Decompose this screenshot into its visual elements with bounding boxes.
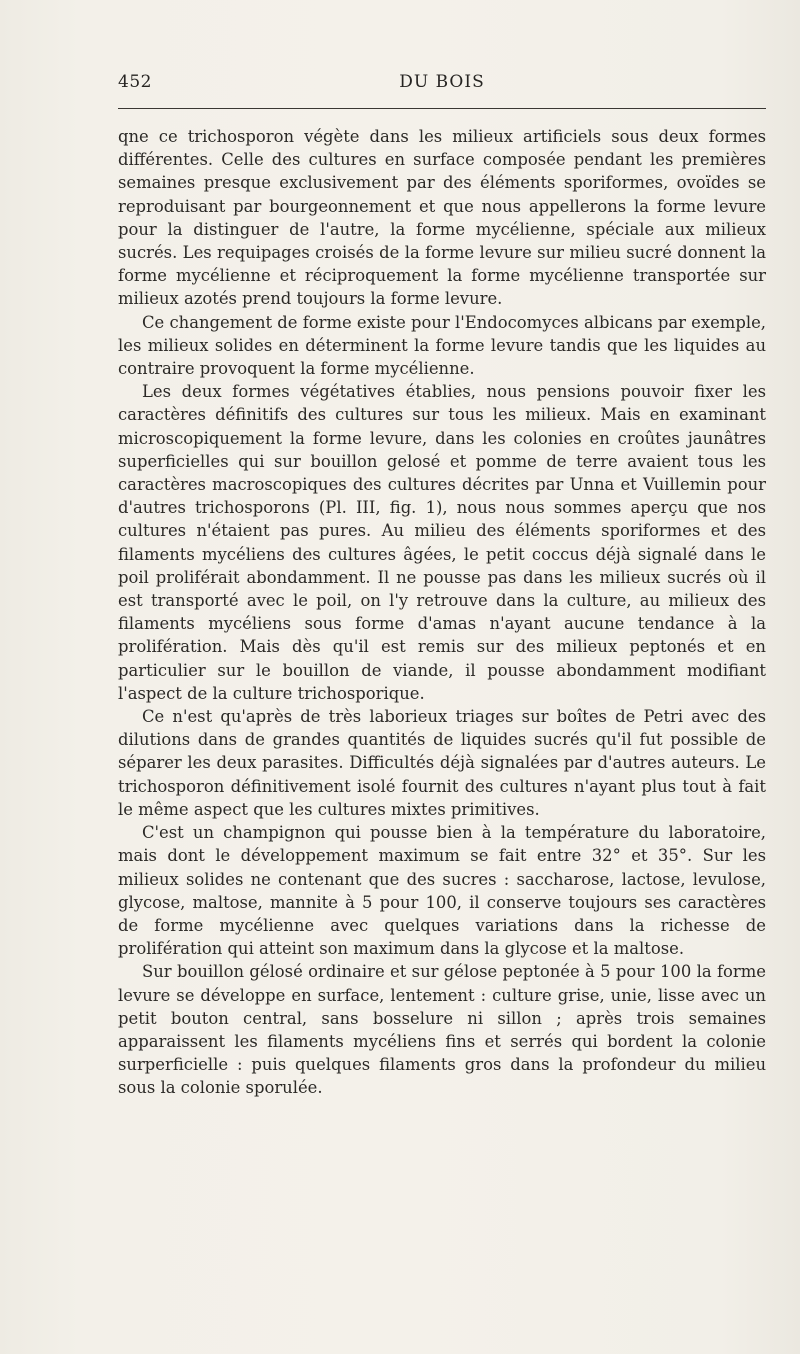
body-text — [118, 125, 766, 1100]
header-rule — [118, 108, 766, 109]
paragraph-2: Ce changement de forme existe pour l'Endocomyces albicans par exemple, les milieux solides en déterminent la forme levure tandis que les liquides au contraire provoquent la forme mycélienne. — [118, 312, 766, 379]
paragraph-3: Les deux formes végétatives établies, nous pensions pouvoir fixer les caractères définitifs des cultures sur tous les milieux. Mais en examinant microscopiquement la forme levure, dans les colonies en croûtes jaunâtres superficielles qui sur bouillon gelosé et pomme de terre avaient tous les caractères macroscopiques des cultures décrites par Unna et Vuillemin pour d'autres trichosporons (Pl. III, fig. 1), nous nous sommes aperçu que nos cultures n'étaient pas pures. Au milieu des éléments sporiformes et des filaments mycéliens des cultures âgées, le petit coccus déjà signalé dans le poil proliférait abondamment. Il ne pousse pas dans les milieux sucrés où il est transporté avec le poil, on l'y retrouve dans la culture, au milieux des filaments mycéliens sous forme d'amas n'ayant aucune tendance à la prolifération. Mais dès qu'il est remis sur des milieux peptonés et en particulier sur le bouillon de viande, il pousse abondamment modifiant l'aspect de la culture trichosporique. — [118, 382, 766, 703]
paragraph-4: Ce n'est qu'après de très laborieux triages sur boîtes de Petri avec des dilutions dans de grandes quantités de liquides sucrés qu'il fut possible de séparer les deux parasites. Difficultés déjà signalées par d'autres auteurs. Le trichosporon définitivement isolé fournit des cultures n'ayant plus tout à fait le même aspect que les cultures mixtes primitives. — [118, 707, 766, 819]
running-header — [118, 72, 766, 102]
running-title: DU BOIS — [399, 72, 485, 92]
paragraph-5: C'est un champignon qui pousse bien à la température du laboratoire, mais dont le développement maximum se fait entre 32° et 35°. Sur les milieux solides ne contenant que des sucres : saccharose, lactose, levulose, glycose, maltose, mannite à 5 pour 100, il conserve toujours ses caractères de forme mycélienne avec quelques variations dans la richesse de prolifération qui atteint son maximum dans la glycose et la maltose. — [118, 823, 766, 959]
paragraph-1: qne ce trichosporon végète dans les milieux artificiels sous deux formes différentes. Celle des cultures en surface composée pendant les premières semaines presque exclusivement par des éléments sporiformes, ovoïdes se reproduisant par bourgeonnement et que nous appellerons la forme levure pour la distinguer de l'autre, la forme mycélienne, spéciale aux milieux sucrés. Les requipages croisés de la forme levure sur milieu sucré donnent la forme mycélienne et réciproquement la forme mycélienne transportée sur milieux azotés prend toujours la forme levure. — [118, 127, 766, 309]
paragraph-6: Sur bouillon gélosé ordinaire et sur gélose peptonée à 5 pour 100 la forme levure se développe en surface, lentement : culture grise, unie, lisse avec un petit bouton central, sans bosselure ni sillon ; après trois semaines apparaissent les filaments mycéliens fins et serrés qui bordent la colonie surperficielle : puis quelques filaments gros dans la profondeur du milieu sous la colonie sporulée. — [118, 962, 766, 1098]
page-number: 452 — [118, 72, 152, 92]
